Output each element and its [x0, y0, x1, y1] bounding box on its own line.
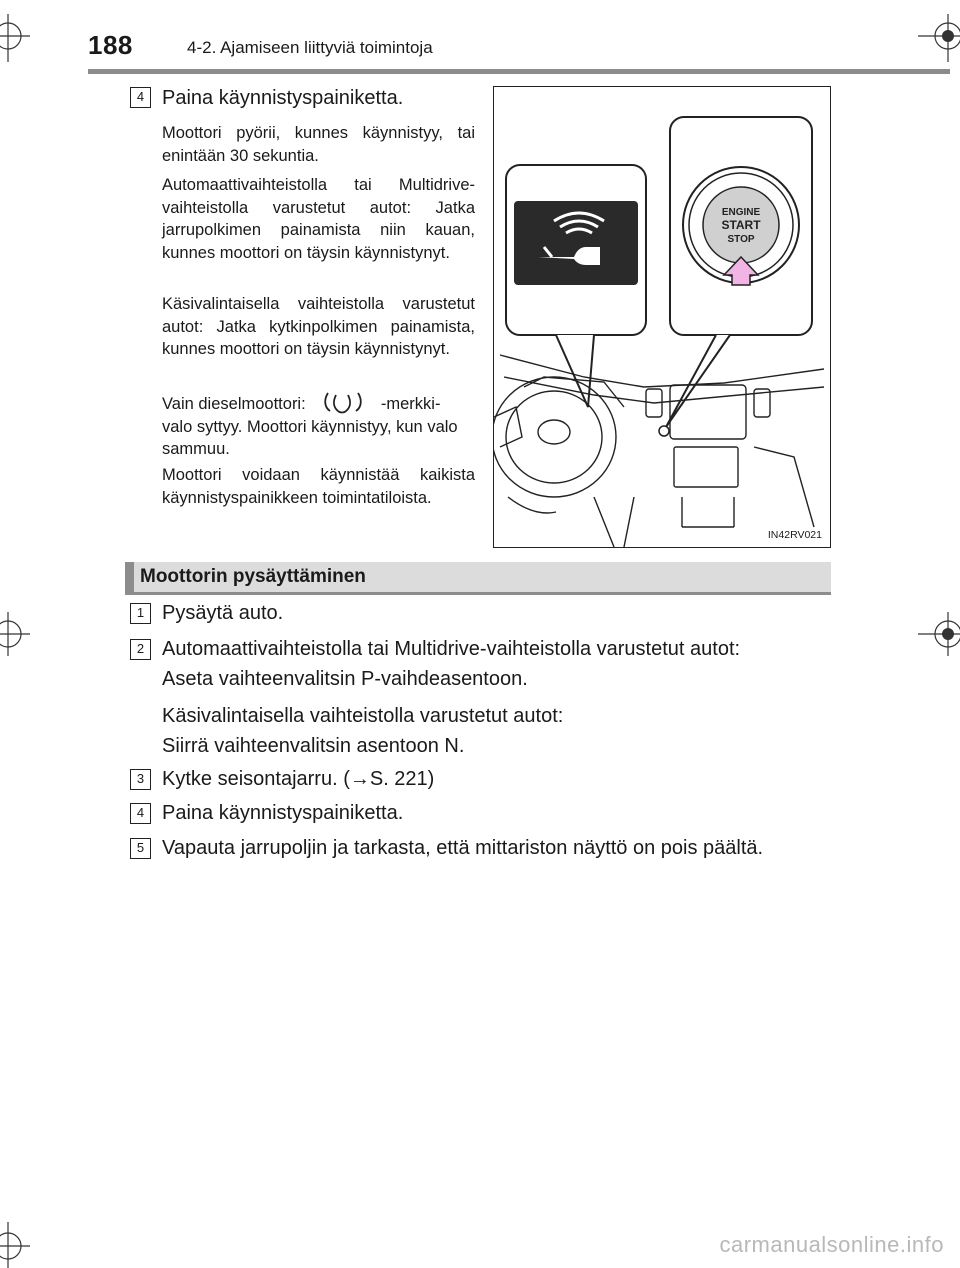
diesel-paragraph: [162, 389, 475, 461]
crop-mark-top-right: [918, 14, 960, 64]
step-text: Vapauta jarrupoljin ja tarkasta, että mittariston näyttö on pois päältä.: [162, 837, 764, 859]
page-number: 188: [88, 30, 133, 60]
subheading-title: Moottorin pysäyttäminen: [140, 566, 366, 587]
crop-mark-mid-left: [0, 612, 40, 656]
step-text: Käsivalintaisella vaihteistolla varustetut autot:: [162, 705, 564, 727]
step-text: Automaattivaihteistolla tai Multidrive-vaihteistolla varustetut autot:: [162, 638, 741, 660]
paragraph: Moottori voidaan käynnistää kaikista käynnistyspainikkeen toimintatiloista.: [162, 466, 475, 507]
diesel-text-after: -merkki-: [380, 395, 441, 413]
section-title: 4-2. Ajamiseen liittyviä toimintoja: [187, 38, 433, 57]
watermark: carmanualsonline.info: [719, 1232, 944, 1257]
header-rule: [88, 69, 950, 74]
step-number-badge: 1: [130, 603, 151, 624]
engine-start-figure: [493, 86, 831, 548]
step-text: Paina käynnistyspainiketta.: [162, 802, 404, 824]
diesel-text-rest: valo syttyy. Moottori käynnistyy, kun valo sammuu.: [162, 417, 458, 458]
diesel-text-before: Vain dieselmoottori:: [162, 395, 306, 413]
step-number-badge: 3: [130, 769, 151, 790]
glow-plug-indicator-icon: [320, 389, 366, 415]
crop-mark-top-left: [0, 14, 40, 64]
paragraph: Moottori pyörii, kunnes käynnistyy, tai enintään 30 sekuntia.: [162, 124, 475, 165]
subheading-accent: [125, 562, 134, 595]
button-label-stop: STOP: [727, 234, 755, 245]
crop-mark-mid-right: [918, 612, 960, 656]
step-number-badge: 4: [130, 803, 151, 824]
step-text: Aseta vaihteenvalitsin P-vaihdeasentoon.: [162, 668, 528, 690]
dashboard-illustration: [494, 87, 831, 548]
button-label-engine: ENGINE: [721, 207, 761, 218]
paragraph: Käsivalintaisella vaihteistolla varustetut autot: Jatka kytkinpolkimen painamista, kunnes moottori on täysin käynnistynyt.: [162, 295, 475, 358]
paragraph: Automaattivaihteistolla tai Multidrive-vaihteistolla varustetut autot: Jatka jarrupolkimen painamista niin kauan, kunnes moottori on täysin käynnistynyt.: [162, 176, 475, 262]
step-number-badge: 2: [130, 639, 151, 660]
figure-code: IN42RV021: [767, 529, 822, 541]
step-number-badge: 4: [130, 87, 151, 108]
step-text: Kytke seisontajarru. (→S. 221): [162, 768, 435, 790]
step-text: Pysäytä auto.: [162, 602, 284, 624]
crop-mark-bottom-left: [0, 1222, 40, 1268]
step-number-badge: 5: [130, 838, 151, 859]
step-text: Siirrä vaihteenvalitsin asentoon N.: [162, 735, 465, 757]
button-label-start: START: [721, 218, 761, 232]
step-title: Paina käynnistyspainiketta.: [162, 87, 404, 109]
